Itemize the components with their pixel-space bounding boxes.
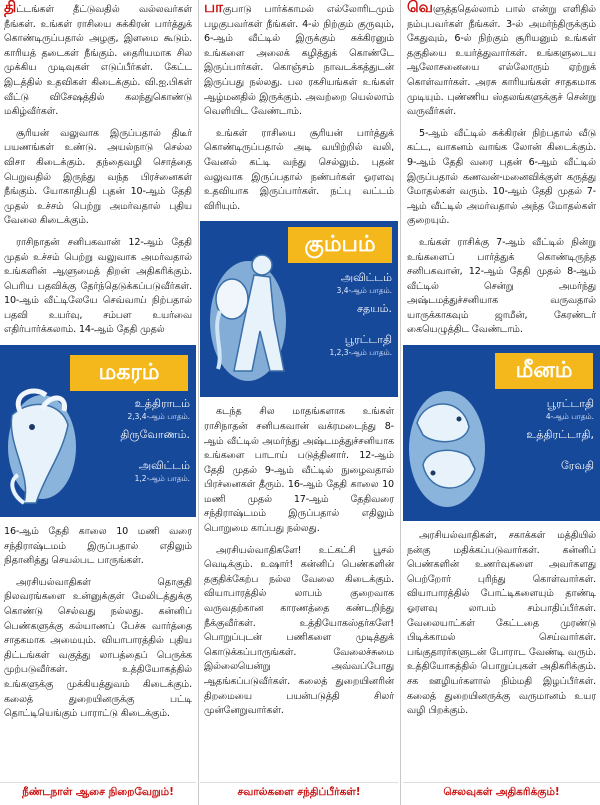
star-name: திருவோணம். bbox=[120, 428, 190, 442]
capricorn-para-4: 16-ஆம் தேதி காலை 10 மணி வரை சந்திராஷ்டமம் இருப்பதால் எதிலும் நிதானித்து செயல்பட பாருங்கள். bbox=[4, 526, 192, 567]
pada-text: 1,2-ஆம் பாதம். bbox=[134, 474, 190, 484]
capricorn-para-3: ராசிநாதன் சனிபகவான் 12-ஆம் தேதி முதல் உச்சம் பெற்று வலுவாக அமர்வதால் உங்களின் ஆளுமைத் திறன் அதிகரிக்கும். பெரிய பதவிக்கு தேர்ந்தெடுக்கப்படுவீர்கள். 10-ஆம் வீட்டிலேயே செவ்வாய் நிற்பதால் பதவி உயர்வு, சம்பள உயர்வை எதிர்பார்க்கலாம். 14-ஆம் தேதி முதல் bbox=[4, 236, 192, 336]
capricorn-icon bbox=[2, 385, 82, 510]
star-name: உத்திரட்டாதி, bbox=[526, 428, 594, 442]
drop-cap: பா bbox=[204, 0, 223, 16]
aquarius-para-4: அரசியல்வாதிகளே! உட்கட்சி பூசல் வெடிக்கும். உஷார்! கன்னிப் பெண்களின் தகுதிக்கேற்ப நல்ல வேலை கிடைக்கும். வியாபாரத்தில் லாபம் குறைவாக வருவதற்கான காரணத்தை கண்டறிந்து நீக்குவீர்கள். உத்தியோகஸ்தர்களே! பொறுப்புடன் பணிகளை முடித்துக் கொடுக்கப்பாருங்கள். வேலைச்சுமை இல்லையென்று அவ்வப்போது ஆதங்கப்படுவீர்கள். கலைத் துறையினரின் திறமையை பயன்படுத்தி சிலர் முன்னேறுவார்கள். bbox=[204, 544, 394, 717]
pada-text: 2,3,4-ஆம் பாதம். bbox=[127, 412, 190, 422]
aquarius-para-2: உங்கள் ராசியை சூரியன் பார்த்துக் கொண்டிருப்பதால் அடி வயிற்றில் வலி, வேனல் கட்டி வந்து செல்லும். புதன் வலுவாக இருப்பதால் நண்பர்கள் ஓரளவு உதவியாக இருப்பார்கள். நட்பு வட்டம் விரியும். bbox=[204, 127, 394, 212]
sign-title: கும்பம் bbox=[288, 227, 392, 263]
pisces-stars bbox=[526, 397, 594, 473]
pada-text: 3,4-ஆம் பாதம். bbox=[336, 286, 392, 296]
star-name: பூரட்டாதி bbox=[546, 397, 594, 411]
capricorn-sign-panel bbox=[0, 345, 196, 517]
capricorn-intro: திட்டங்கள் தீட்டுவதில் வல்லவர்கள் நீங்கள். உங்கள் ராசியை சுக்கிரன் பார்த்துக் கொண்டிருப்பதால் அழகு, இளமை கூடும். காரியத் தடைகள் நீங்கும். தைரியமாக சில முக்கிய முடிவுகள் எடுப்பீர்கள். கேட்ட இடத்தில் உதவிகள் கிடைக்கும். வி.ஐ.பிகள் வீட்டு விசேஷத்தில் கலந்துகொண்டு மகிழ்வீர்கள். bbox=[4, 0, 192, 118]
aquarius-sign-panel bbox=[200, 221, 398, 397]
column-pisces bbox=[403, 0, 600, 805]
capricorn-stars bbox=[120, 397, 190, 490]
star-name: சதயம். bbox=[356, 302, 392, 316]
drop-cap: தி bbox=[4, 0, 17, 16]
capricorn-footer: நீண்டநாள் ஆசை நிறைவேறும்! bbox=[0, 782, 196, 799]
pisces-sign-panel bbox=[403, 345, 600, 521]
column-divider bbox=[400, 0, 401, 805]
star-name: பூரட்டாதி bbox=[344, 333, 392, 347]
star-name: அவிட்டம் bbox=[138, 459, 190, 473]
star-name: உத்திராடம் bbox=[134, 397, 190, 411]
pisces-intro: வெளுத்ததெல்லாம் பால் என்று எளிதில் நம்புபவர்கள் நீங்கள். 3-ல் அமர்ந்திருக்கும் கேதுவும், 6-ல் நிற்கும் சூரியனும் உங்கள் தகுதியை உயர்த்துவார்கள். உங்களுடைய ஆலோசனையை எல்லோரும் ஏற்றுக் கொள்வார்கள். அரசு காரியங்கள் சாதகமாக முடியும். புண்ணிய ஸ்தலங்களுக்குச் சென்று வருவீர்கள். bbox=[407, 0, 596, 118]
pisces-para-2: 5-ஆம் வீட்டில் சுக்கிரன் நிற்பதால் வீடு கட்ட, வாகனம் வாங்க லோன் கிடைக்கும். 9-ஆம் தேதி வரை புதன் 6-ஆம் வீட்டில் இருப்பதால் கணவன்-மனைவிக்குள் கருத்து மோதல்கள் வரும். 10-ஆம் தேதி முதல் 7-ஆம் வீட்டில் அமர்வதால் அந்த மோதல்கள் குறையும். bbox=[407, 127, 596, 227]
column-divider bbox=[198, 0, 199, 805]
pada-text: 1,2,3-ஆம் பாதம். bbox=[329, 348, 392, 358]
capricorn-para-5: அரசியல்வாதிகள் தொகுதி நிலவரங்களை உன்னுக்குள் மேலிடத்துக்கு கொண்டு செல்வது நல்லது. கன்னிப் பெண்களுக்கு கல்யாணப் பேச்சு வார்த்தை சாதகமாக அமையும். வியாபாரத்தில் புதிய திட்டங்கள் வகுத்து லாபத்தைப் பெருக்க முற்படுவீர்கள். உத்தியோகத்தில் உங்களுக்கு முக்கியத்துவம் கிடைக்கும். கலைத் துறையினருக்கு பட்டி தொட்டியெங்கும் பாராட்டு கிடைக்கும். bbox=[4, 576, 192, 720]
sign-title: மகரம் bbox=[70, 355, 188, 391]
aquarius-stars bbox=[330, 271, 393, 364]
pisces-para-4: அரசியல்வாதிகள், சகாக்கள் மத்தியில் நன்கு மதிக்கப்படுவார்கள். கன்னிப் பெண்களின் உணர்வுகளை அவர்களது பெற்றோர் புரிந்து கொள்வார்கள். வியாபாரத்தில் போட்டிகளையும் தாண்டி ஓரளவு லாபம் சம்பாதிப்பீர்கள். வேலையாட்கள் கேட்டதை முரண்டு பிடிக்காமல் செய்வார்கள். பங்குதாரர்களுடன் போராட வேண்டி வரும். உத்தியோகத்தில் பொறுப்புகள் அதிகரிக்கும். சக ஊழியர்களால் நிம்மதி இழப்பீர்கள். கலைத் துறையினருக்கு வருமானம் உயர வழி பிறக்கும். bbox=[407, 530, 596, 717]
aquarius-icon bbox=[204, 241, 294, 391]
pisces-footer: செலவுகள் அதிகரிக்கும்! bbox=[403, 782, 600, 799]
aquarius-footer: சவால்களை சந்திப்பீர்கள்! bbox=[200, 782, 398, 799]
sign-title: மீனம் bbox=[495, 353, 593, 389]
drop-cap: வெ bbox=[407, 0, 433, 16]
star-name: அவிட்டம் bbox=[340, 271, 392, 285]
aquarius-para-3: கடந்த சில மாதங்களாக உங்கள் ராசிநாதன் சனிபகவான் வக்ரமடைந்து 8-ஆம் வீட்டில் அமர்ந்து அஷ்டமத்துச்சனியாக உங்களை பாடாய் படுத்தினார். 12-ஆம் தேதி முதல் 9-ஆம் வீட்டில் நுழைவதால் பிரச்னைகள் தீரும். 16-ஆம் தேதி காலை 10 மணி முதல் 17-ஆம் தேதிவரை சந்திராஷ்டமம் இருப்பதால் எதிலும் பொறுமை காப்பது நல்லது. bbox=[204, 406, 394, 535]
column-aquarius bbox=[200, 0, 398, 805]
star-name: ரேவதி bbox=[560, 459, 594, 473]
aquarius-intro: பாகுபாடு பார்க்காமல் எல்லோரிடமும் பழகுபவர்கள் நீங்கள். 4-ல் நிற்கும் குருவும், 6-ஆம் வீட்டில் இருக்கும் சுக்கிரனும் உங்களை அலைக் கழித்துக் கொண்டே இருப்பார்கள். கொஞ்சம் நாவடக்கத்துடன் இருப்பது நல்லது. பல ரகசியங்கள் உங்கள் ஆழ்மனதில் இருக்கும். அவற்றை யெல்லாம் வெளியிட வேண்டாம். bbox=[204, 0, 394, 118]
column-capricorn bbox=[0, 0, 196, 805]
capricorn-para-2: சூரியன் வலுவாக இருப்பதால் திடீர் பயணங்கள் உண்டு. அயல்நாடு செல்ல விசா கிடைக்கும். தந்தைவழி சொத்தை பெறுவதில் இருந்து வந்த பிரச்னைகள் நீங்கும். யோகாதிபதி புதன் 10-ஆம் தேதி முதல் உச்சம் பெற்று அமர்வதால் புதிய வேலை கிடைக்கும். bbox=[4, 127, 192, 227]
pada-text: 4-ஆம் பாதம். bbox=[545, 412, 594, 422]
pisces-para-3: உங்கள் ராசிக்கு 7-ஆம் வீட்டில் நின்று உங்களைப் பார்த்துக் கொண்டிருந்த சனிபகவான், 12-ஆம் தேதி முதல் 8-ஆம் வீட்டில் சென்று அமர்ந்து அஷ்டமத்துச்சனியாக வருவதால் யாருக்காகவும் ஜாமீன், கேரண்டர் கையெழுத்திட வேண்டாம். bbox=[407, 236, 596, 336]
pisces-icon bbox=[405, 383, 489, 513]
